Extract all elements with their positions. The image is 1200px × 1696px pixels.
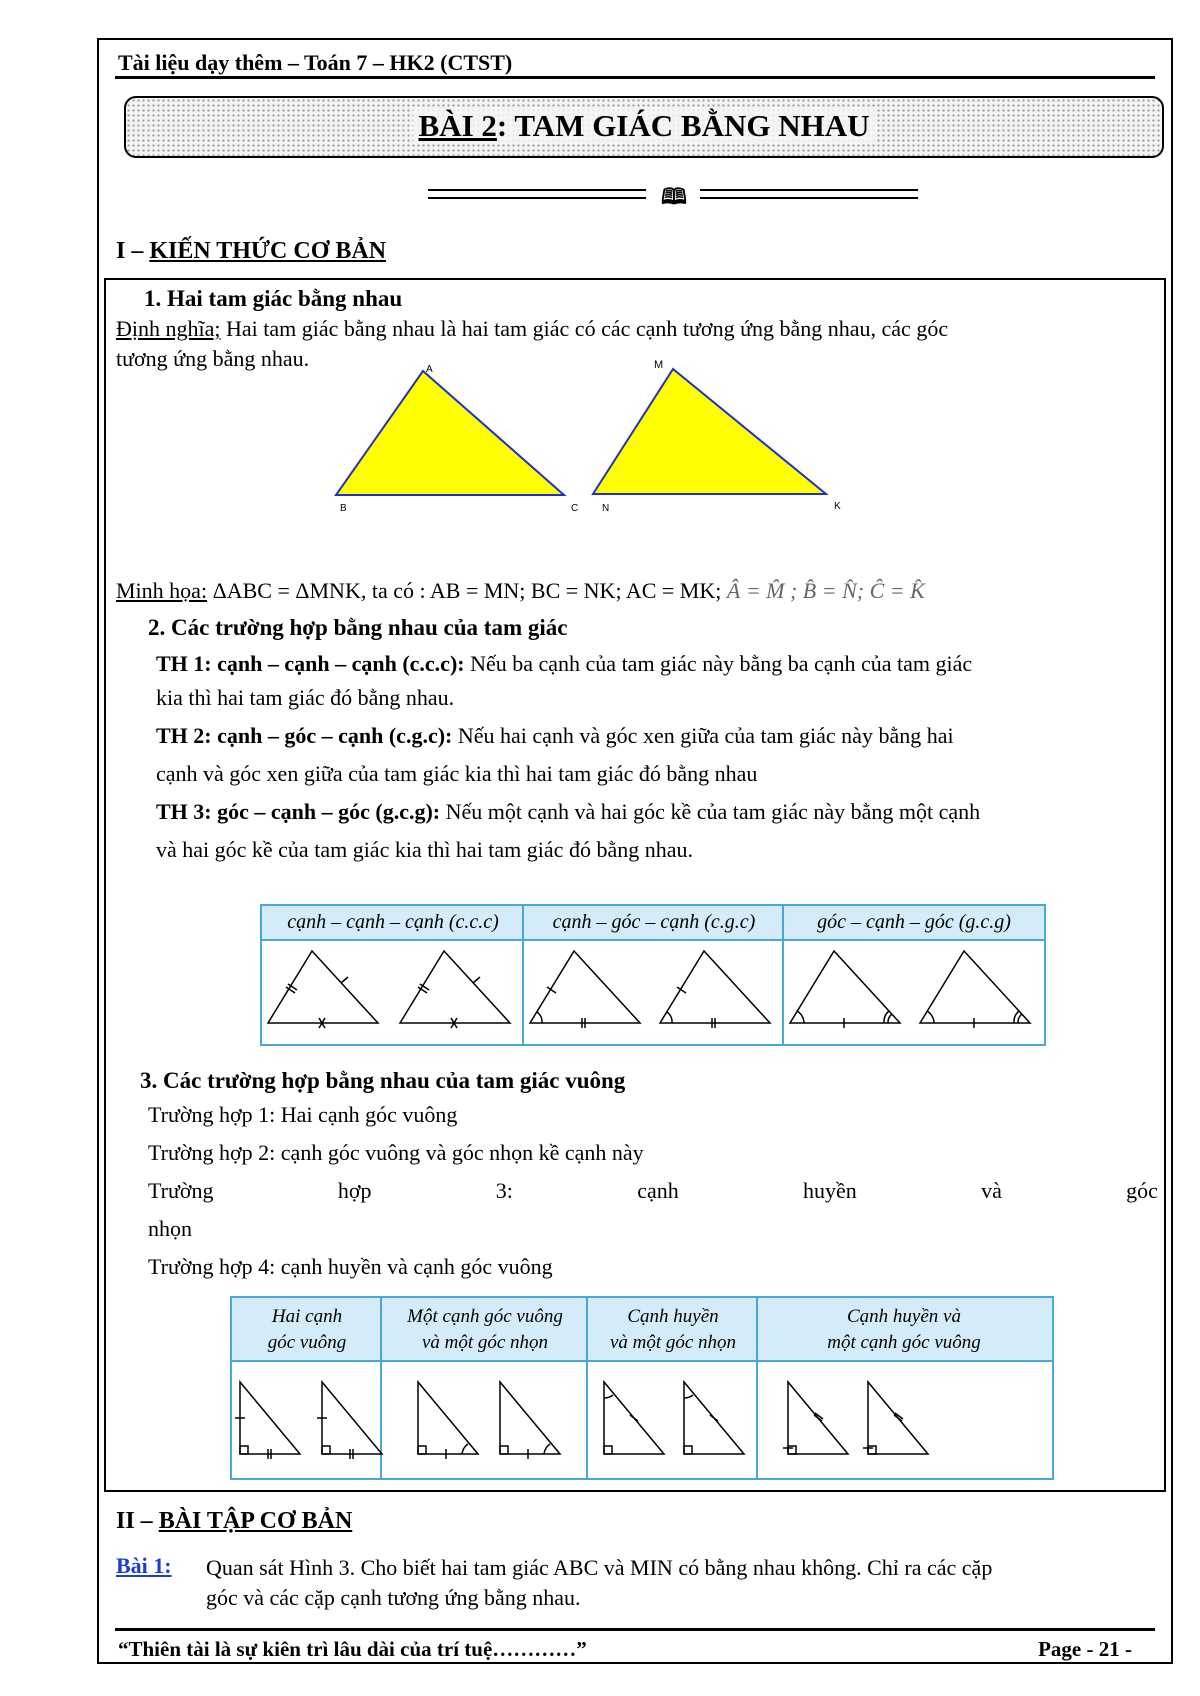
exercise-1-text: Quan sát Hình 3. Cho biết hai tam giác ABC và MIN có bằng nhau không. Chỉ ra các cặp góc và các cặp cạnh tương ứng bằng nhau. xyxy=(206,1555,993,1610)
case-cgc-cont: cạnh và góc xen giữa của tam giác kia thì hai tam giác đó bằng nhau xyxy=(156,761,758,786)
triangle-abc xyxy=(336,371,564,495)
triangle-mnk xyxy=(593,369,826,494)
right-case-3: Trường hợp 3: cạnh huyền và góc xyxy=(148,1178,1158,1203)
definition: Định nghĩa; Hai tam giác bằng nhau là hai tam giác có các cạnh tương ứng bằng nhau, các góc xyxy=(116,316,949,341)
right-case-4: Trường hợp 4: cạnh huyền và cạnh góc vuông xyxy=(148,1254,553,1279)
case-cgc: TH 2: cạnh – góc – cạnh (c.g.c): Nếu hai cạnh và góc xen giữa của tam giác này bằng hai xyxy=(156,723,954,748)
right-case-2: Trường hợp 2: cạnh góc vuông và góc nhọn kề cạnh này xyxy=(148,1140,644,1165)
triangles-figure xyxy=(306,358,886,518)
table-header-hyp-leg: Cạnh huyền và một cạnh góc vuông xyxy=(827,1306,981,1353)
right-triangle-figures xyxy=(232,1362,1050,1474)
label-n: N xyxy=(602,503,610,514)
ornament-rule-right xyxy=(700,189,918,199)
title-ornament xyxy=(428,180,918,209)
part2-heading: 2. Các trường hợp bằng nhau của tam giác xyxy=(148,615,568,640)
page-number: Page - 21 - xyxy=(1038,1637,1132,1661)
ornament-rule-left xyxy=(428,189,646,199)
table-header-ccc: cạnh – cạnh – cạnh (c.c.c) xyxy=(287,911,499,933)
exercise-1-label[interactable]: Bài 1: xyxy=(116,1553,172,1578)
lesson-title-box xyxy=(124,96,1164,158)
footer-quote: “Thiên tài là sự kiên trì lâu dài của trí tuệ…………” xyxy=(118,1637,587,1661)
case-ccc-cont: kia thì hai tam giác đó bằng nhau. xyxy=(156,685,455,710)
label-a: A xyxy=(426,364,433,375)
right-case-1: Trường hợp 1: Hai cạnh góc vuông xyxy=(148,1102,458,1127)
table-header-gcg: góc – cạnh – góc (g.c.g) xyxy=(817,911,1011,933)
header-rule xyxy=(115,76,1155,79)
label-k: K xyxy=(834,501,841,512)
table-header-leg-acute: Một cạnh góc vuông và một góc nhọn xyxy=(407,1306,563,1353)
definition-cont: tương ứng bằng nhau. xyxy=(116,346,310,371)
case-gcg-cont: và hai góc kề của tam giác kia thì hai tam giác đó bằng nhau. xyxy=(156,837,693,862)
triangle-cases-figures xyxy=(262,941,1042,1041)
right-case-3-cont: nhọn xyxy=(148,1216,192,1241)
part3-heading: 3. Các trường hợp bằng nhau của tam giác vuông xyxy=(140,1068,626,1093)
triangle-cases-table xyxy=(260,904,1046,1046)
table-header-hyp-acute: Cạnh huyền và một góc nhọn xyxy=(609,1306,737,1353)
label-b: B xyxy=(340,503,347,514)
lesson-title: BÀI 2: TAM GIÁC BẰNG NHAU xyxy=(413,108,876,144)
part1-heading: 1. Hai tam giác bằng nhau xyxy=(144,286,403,311)
footer-rule xyxy=(115,1628,1155,1631)
theory-box xyxy=(104,278,1166,1492)
illustration: Minh họa: ΔABC = ΔMNK, ta có : AB = MN; BC = NK; AC = MK; Â = M̂ ; B̂ = N̂; Ĉ = K̂ xyxy=(116,578,925,603)
section-heading-1: I – KIẾN THỨC CƠ BẢN xyxy=(116,238,387,264)
label-c: C xyxy=(571,503,579,514)
page-header: Tài liệu dạy thêm – Toán 7 – HK2 (CTST) xyxy=(118,50,513,75)
case-gcg: TH 3: góc – cạnh – góc (g.c.g): Nếu một cạnh và hai góc kề của tam giác này bằng một cạnh xyxy=(156,799,981,824)
right-triangle-cases-table xyxy=(230,1296,1054,1480)
case-ccc: TH 1: cạnh – cạnh – cạnh (c.c.c): Nếu ba cạnh của tam giác này bằng ba cạnh của tam giác xyxy=(156,651,973,676)
table-header-legs: Hai cạnh góc vuông xyxy=(267,1306,347,1353)
label-m: M xyxy=(654,359,664,371)
table-header-cgc: cạnh – góc – cạnh (c.g.c) xyxy=(552,911,756,933)
section-heading-2: II – BÀI TẬP CƠ BẢN xyxy=(116,1508,353,1534)
open-book-icon: 🕮 xyxy=(661,184,687,209)
